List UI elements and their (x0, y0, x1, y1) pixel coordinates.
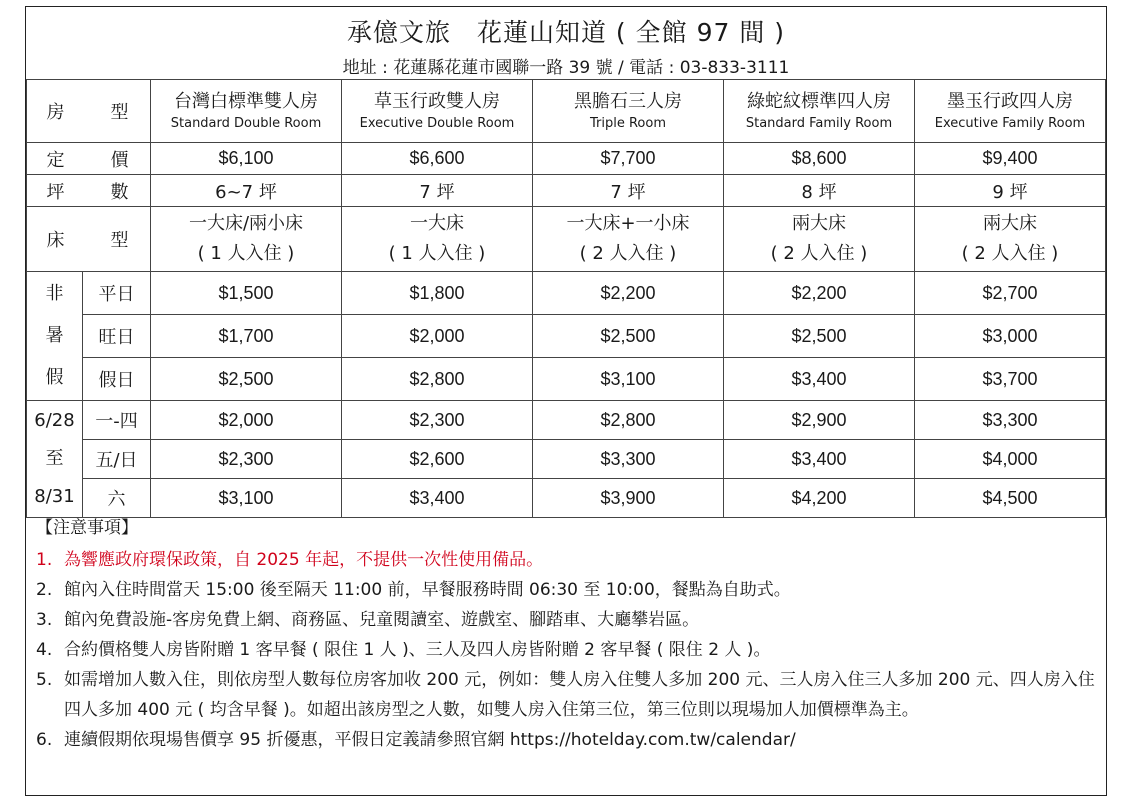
size-label: 坪 數 (27, 175, 151, 207)
bed-label: 床 型 (27, 207, 151, 272)
season-char: 暑 (45, 325, 64, 346)
rate-cell: $2,900 (724, 401, 915, 440)
day-type: 旺日 (83, 315, 151, 358)
hotel-address: 地址 : 花蓮縣花蓮市國聯一路 39 號 / 電話 : 03-833-3111 (342, 58, 790, 78)
list-price-label: 定 價 (27, 143, 151, 175)
rate-cell: $2,200 (724, 272, 915, 315)
rate-cell: $3,400 (342, 479, 533, 518)
room-name-en: Standard Family Room (745, 116, 893, 131)
rate-table (26, 79, 1106, 518)
rate-cell: $3,300 (533, 440, 724, 479)
season2-label (27, 401, 83, 518)
season-char: 至 (45, 448, 64, 469)
rate-cell: $4,500 (915, 479, 1106, 518)
room-type-row (27, 80, 1106, 143)
rate-cell: $3,400 (724, 440, 915, 479)
size-cell: 7 坪 (342, 175, 533, 207)
rate-cell: $1,700 (151, 315, 342, 358)
season-char: 非 (45, 283, 64, 304)
room-header (724, 80, 915, 143)
room-name-zh: 台灣白標準雙人房 (174, 91, 318, 112)
bed-cell (724, 207, 915, 272)
list-price-cell: $6,100 (151, 143, 342, 175)
note-number: 4. (36, 640, 53, 660)
note-text: 如需增加人數入住，則依房型人數每位房客加收 200 元，例如：雙人房入住雙人多加 200 元、三人房入住三人多加 200 元、四人房入住四人多加 400 元 ( 均含早餐 )。如超出該房型之人數，如雙人房入住第三位，第三位則以現場加人加價標準為主。 (64, 670, 1095, 720)
rate-cell: $2,000 (151, 401, 342, 440)
room-header (342, 80, 533, 143)
note-text: 連續假期依現場售價享 95 折優惠，平假日定義請參照官網 https://hotelday.com.tw/calendar/ (64, 730, 796, 750)
note-number: 3. (36, 610, 53, 630)
season1-row (27, 272, 1106, 315)
occupancy: ( 2 人入住 ) (770, 243, 868, 264)
rate-cell: $1,500 (151, 272, 342, 315)
rate-cell: $2,500 (151, 358, 342, 401)
room-header (915, 80, 1106, 143)
list-price-cell: $7,700 (533, 143, 724, 175)
room-name-zh: 綠蛇紋標準四人房 (747, 91, 891, 112)
page-title: 承億文旅 花蓮山知道 ( 全館 97 間 ) (346, 18, 786, 47)
rate-cell: $2,800 (533, 401, 724, 440)
note-number: 2. (36, 580, 53, 600)
rate-cell: $3,400 (724, 358, 915, 401)
note-number: 1. (36, 550, 53, 570)
rate-cell: $3,900 (533, 479, 724, 518)
list-price-row (27, 143, 1106, 175)
season2-row (27, 401, 1106, 440)
rate-cell: $2,700 (915, 272, 1106, 315)
bed-type: 一大床 (410, 213, 464, 234)
rate-cell: $2,000 (342, 315, 533, 358)
rate-cell: $2,800 (342, 358, 533, 401)
bed-type: 兩大床 (792, 213, 846, 234)
season1-label (27, 272, 83, 401)
bed-row (27, 207, 1106, 272)
rate-cell: $2,600 (342, 440, 533, 479)
room-name-en: Triple Room (589, 116, 666, 131)
room-name-zh: 墨玉行政四人房 (947, 91, 1073, 112)
bed-cell (151, 207, 342, 272)
occupancy: ( 2 人入住 ) (579, 243, 677, 264)
rate-cell: $3,100 (151, 479, 342, 518)
bed-type: 一大床/兩小床 (188, 213, 304, 234)
rate-cell: $4,200 (724, 479, 915, 518)
note-text: 館內免費設施-客房免費上網、商務區、兒童閱讀室、遊戲室、腳踏車、大廳攀岩區。 (64, 610, 700, 630)
size-cell: 7 坪 (533, 175, 724, 207)
rate-cell: $2,500 (533, 315, 724, 358)
notes-section (36, 513, 1100, 755)
note-text: 合約價格雙人房皆附贈 1 客早餐 ( 限住 1 人 )、三人及四人房皆附贈 2 客早餐 ( 限住 2 人 )。 (64, 640, 771, 660)
bed-cell (915, 207, 1106, 272)
note-item (36, 665, 1100, 725)
season-char: 6/28 (34, 410, 75, 431)
note-number: 5. (36, 670, 53, 690)
note-item (36, 635, 1100, 665)
size-cell: 6~7 坪 (151, 175, 342, 207)
bed-cell (533, 207, 724, 272)
occupancy: ( 1 人入住 ) (197, 243, 295, 264)
day-type: 假日 (83, 358, 151, 401)
rate-cell: $2,500 (724, 315, 915, 358)
rate-cell: $2,300 (342, 401, 533, 440)
rate-cell: $3,300 (915, 401, 1106, 440)
rate-cell: $2,300 (151, 440, 342, 479)
season-char: 假 (45, 367, 64, 388)
rate-cell: $2,200 (533, 272, 724, 315)
room-name-en: Executive Double Room (359, 116, 515, 131)
season-char: 8/31 (34, 486, 75, 507)
note-item (36, 545, 1100, 575)
occupancy: ( 2 人入住 ) (961, 243, 1059, 264)
day-type: 平日 (83, 272, 151, 315)
day-type: 六 (83, 479, 151, 518)
room-header (151, 80, 342, 143)
bed-cell (342, 207, 533, 272)
room-name-zh: 黑膽石三人房 (574, 91, 682, 112)
rate-sheet (25, 6, 1107, 796)
note-item (36, 575, 1100, 605)
day-type: 五/日 (83, 440, 151, 479)
note-item (36, 725, 1100, 755)
note-text: 為響應政府環保政策，自 2025 年起，不提供一次性使用備品。 (64, 550, 544, 570)
bed-type: 兩大床 (983, 213, 1037, 234)
season2-row (27, 440, 1106, 479)
rate-cell: $4,000 (915, 440, 1106, 479)
note-item (36, 605, 1100, 635)
season1-row (27, 315, 1106, 358)
size-cell: 9 坪 (915, 175, 1106, 207)
room-type-label: 房 型 (27, 80, 151, 143)
list-price-cell: $6,600 (342, 143, 533, 175)
note-number: 6. (36, 730, 53, 750)
room-name-en: Executive Family Room (934, 116, 1086, 131)
room-name-en: Standard Double Room (170, 116, 322, 131)
season2-row (27, 479, 1106, 518)
rate-cell: $3,700 (915, 358, 1106, 401)
rate-cell: $3,100 (533, 358, 724, 401)
size-cell: 8 坪 (724, 175, 915, 207)
list-price-cell: $9,400 (915, 143, 1106, 175)
room-name-zh: 草玉行政雙人房 (374, 91, 500, 112)
bed-type: 一大床+一小床 (566, 213, 690, 234)
notes-heading: 【注意事項】 (36, 518, 138, 538)
day-type: 一-四 (83, 401, 151, 440)
season1-row (27, 358, 1106, 401)
rate-cell: $3,000 (915, 315, 1106, 358)
rate-cell: $1,800 (342, 272, 533, 315)
note-text: 館內入住時間當天 15:00 後至隔天 11:00 前，早餐服務時間 06:30 至 10:00，餐點為自助式。 (64, 580, 791, 600)
occupancy: ( 1 人入住 ) (388, 243, 486, 264)
size-row (27, 175, 1106, 207)
list-price-cell: $8,600 (724, 143, 915, 175)
room-header (533, 80, 724, 143)
